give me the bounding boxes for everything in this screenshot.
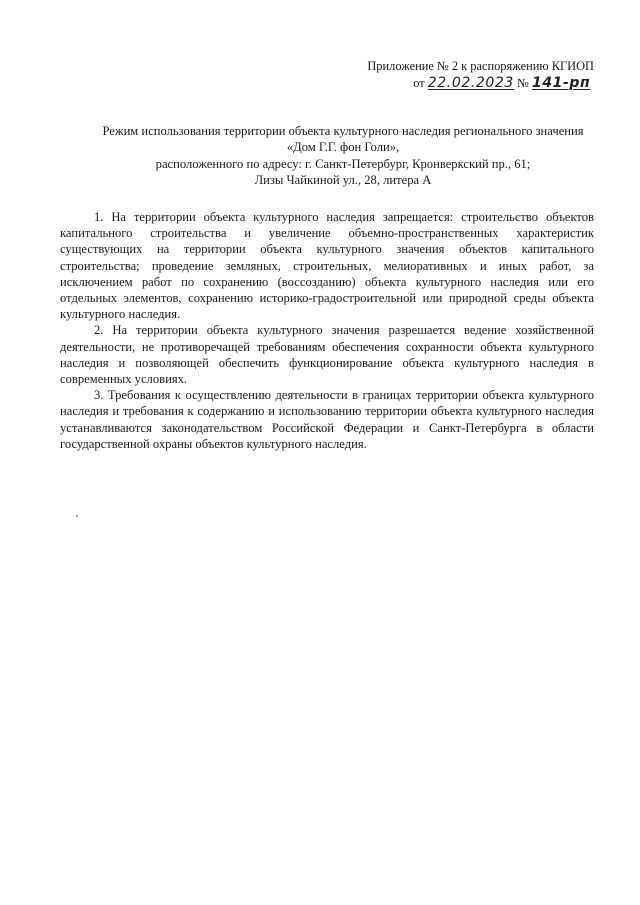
title-line: Лизы Чайкиной ул., 28, литера А	[254, 173, 432, 188]
title-line: расположенного по адресу: г. Санкт-Петербург, Кронверкский пр., 61;	[155, 156, 531, 171]
date-prefix: от	[413, 76, 425, 90]
scan-speck	[76, 515, 78, 517]
annex-title: Приложение № 2 к распоряжению КГИОП	[367, 59, 594, 73]
title-line: «Дом Г.Г. фон Голи»,	[286, 140, 400, 155]
number-prefix: №	[517, 76, 529, 90]
handwritten-number: 141-рп	[532, 75, 591, 91]
annex-date-number-line	[367, 75, 594, 92]
document-body	[60, 209, 594, 452]
paragraph-2: 2. На территории объекта культурного значения разрешается ведение хозяйственной деятельности, не противоречащей требованиям обеспечения сохранности объекта культурного наследия и позволяющей обеспечить функционирование объекта культурного наследия в современных условиях.	[60, 323, 594, 387]
paragraph-3: 3. Требования к осуществлению деятельности в границах территории объекта культурного наследия и требования к содержанию и использованию территории объекта культурного наследия устанавливаются законодательством Российской Федерации и Санкт-Петербурга в области государственной охраны объектов культурного наследия.	[60, 388, 594, 451]
paragraph-1: 1. На территории объекта культурного наследия запрещается: строительство объектов капитального строительства и увеличение объемно-пространственных характеристик существующих на территории объекта культурного значения объектов капитального строительства; проведение земляных, строительных, мелиоративных и иных работ, за исключением работ по сохранению (воссозданию) объекта культурного наследия или его отдельных элементов, сохранению историко-градостроительной или природной среды объекта культурного наследия.	[60, 210, 594, 322]
annex-header	[367, 58, 594, 92]
handwritten-date: 22.02.2023	[427, 75, 514, 91]
document-title	[60, 123, 626, 189]
title-line: Режим использования территории объекта культурного наследия регионального значения	[102, 124, 584, 138]
